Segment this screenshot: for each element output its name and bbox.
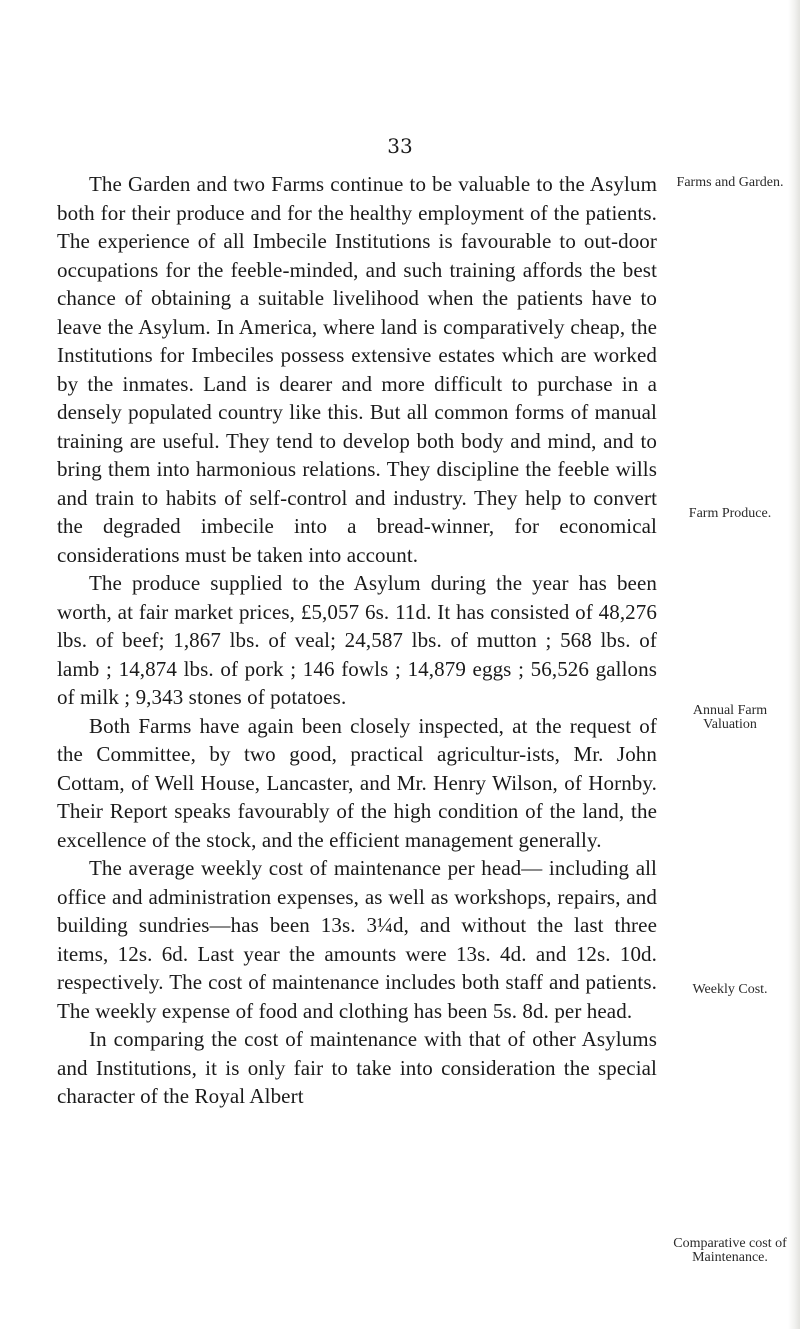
margin-note-farm-produce: Farm Produce. (688, 506, 772, 521)
margin-note-comparative-cost: Comparative cost of Maintenance. (673, 1236, 787, 1265)
paragraph-weekly-cost: The average weekly cost of maintenance per head— including all office and administration expenses, as well as workshops, repairs, and building sundries—has been 13s. 3¼d, and without the last three items, 12s. 6d. Last year the amounts were 13s. 4d. and 12s. 10d. respectively. The cost of maintenance includes both staff and patients. The weekly expense of food and clothing has been 5s. 8d. per head. (57, 856, 657, 1023)
page-edge-shadow (788, 0, 800, 1329)
body-text (57, 170, 657, 1111)
paragraph-farm-produce: The produce supplied to the Asylum during the year has been worth, at fair market prices, £5,057 6s. 11d. It has consisted of 48,276 lbs. of beef; 1,867 lbs. of veal; 24,587 lbs. of mutton ; 568 lbs. of lamb ; 14,874 lbs. of pork ; 146 fowls ; 14,879 eggs ; 56,526 gallons of milk ; 9,343 stones of potatoes. (57, 571, 657, 709)
margin-note-weekly-cost: Weekly Cost. (692, 982, 768, 997)
paragraph-garden-farms: The Garden and two Farms continue to be valuable to the Asylum both for their produce and for the healthy employment of the patients. The experience of all Imbecile Institutions is favourable to out-door occupations for the feeble-minded, and such training affords the best chance of obtaining a suitable livelihood when the patients have to leave the Asylum. In America, where land is comparatively cheap, the Institutions for Imbeciles possess extensive estates which are worked by the inmates. Land is dearer and more difficult to purchase in a densely populated country like this. But all common forms of manual training are useful. They tend to develop both body and mind, and to bring them into harmonious relations. They discipline the feeble wills and train to habits of self-control and industry. They help to convert the degraded imbecile into a bread-winner, for economical considerations must be taken into account. (57, 172, 657, 567)
page-number: 33 (387, 134, 413, 158)
paragraph-farm-valuation: Both Farms have again been closely inspected, at the request of the Committee, by two good, practical agricultur-ists, Mr. John Cottam, of Well House, Lancaster, and Mr. Henry Wilson, of Hornby. Their Report speaks favourably of the high condition of the land, the excellence of the stock, and the efficient management generally. (57, 713, 657, 852)
paragraph-comparative-cost: In comparing the cost of maintenance with that of other Asylums and Institutions, it is only fair to take into consideration the special character of the Royal Albert (57, 1027, 657, 1108)
margin-note-annual-farm-valuation: Annual Farm Valuation (692, 703, 768, 732)
margin-note-farms-garden: Farms and Garden. (676, 175, 784, 190)
